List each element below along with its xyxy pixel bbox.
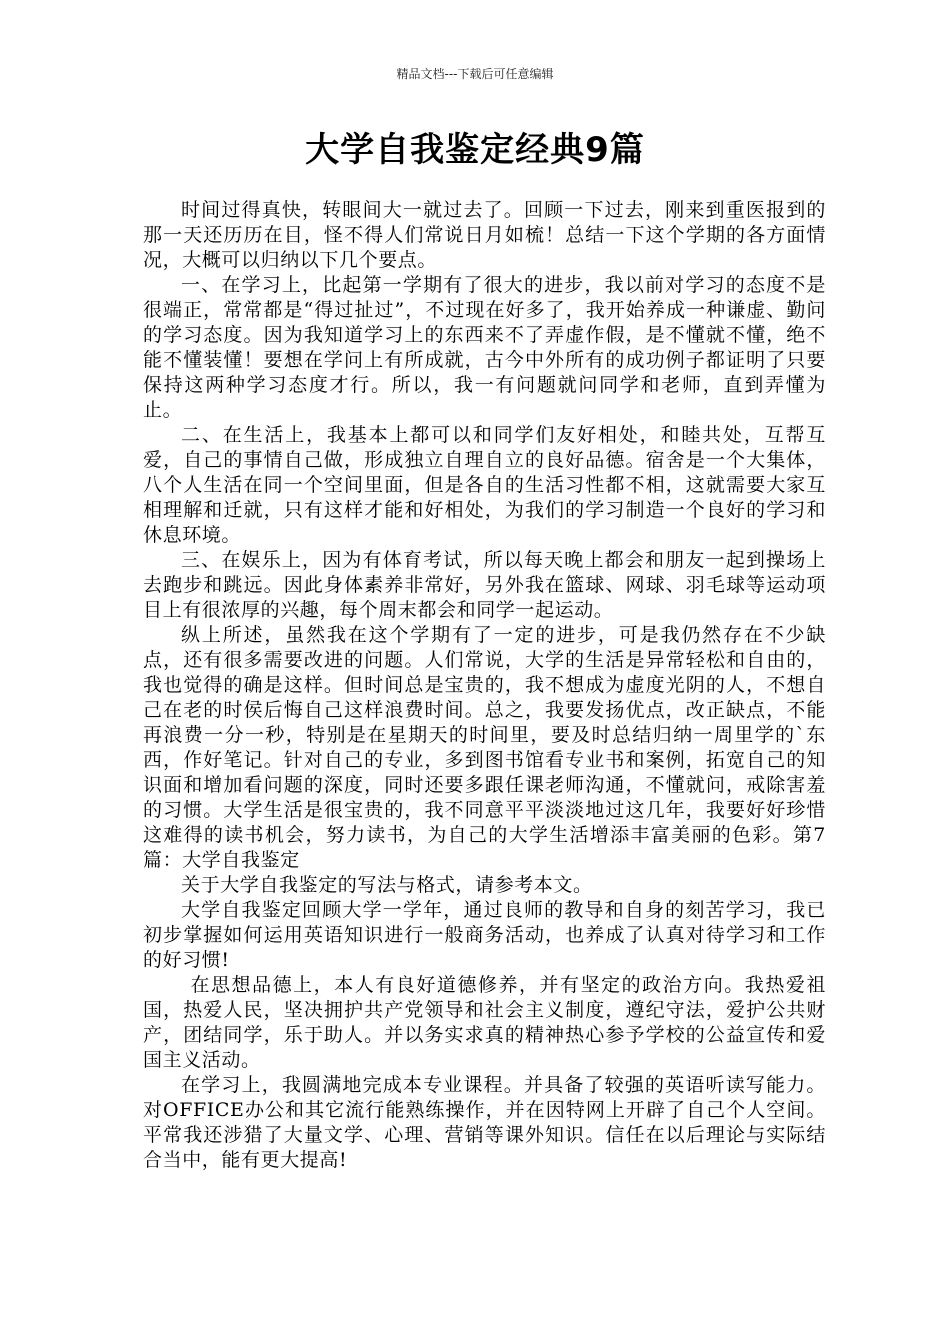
paragraph-entertainment: 三、在娱乐上，因为有体育考试，所以每天晚上都会和朋友一起到操场上去跑步和跳远。因此身体素养非常好，另外我在篮球、网球、羽毛球等运动项目上有很浓厚的兴趣，每个周末都会和同学一起运动。 [143,549,826,621]
paragraph-review: 大学自我鉴定回顾大学一学年，通过良师的教导和自身的刻苦学习，我已初步掌握如何运用英语知识进行一般商务活动，也养成了认真对待学习和工作的好习惯! [143,899,826,971]
paragraph-learning: 在学习上，我圆满地完成本专业课程。并具备了较强的英语听读写能力。对OFFICE办公和其它流行能熟练操作，并在因特网上开辟了自己个人空间。平常我还涉猎了大量文学、心理、营销等课外知识。信任在以后理论与实际结合当中，能有更大提高! [143,1074,826,1171]
paragraph-morality: 在思想品德上，本人有良好道德修养，并有坚定的政治方向。我热爱祖国，热爱人民，坚决拥护共产党领导和社会主义制度，遵纪守法，爱护公共财产，团结同学，乐于助人。并以务实求真的精神热心参予学校的公益宣传和爱国主义活动。 [143,974,826,1071]
paragraph-summary: 纵上所述，虽然我在这个学期有了一定的进步，可是我仍然存在不少缺点，还有很多需要改进的问题。人们常说，大学的生活是异常轻松和自由的，我也觉得的确是这样。但时间总是宝贵的，我不想成为虚度光阴的人，不想自己在老的时侯后悔自己这样浪费时间。总之，我要发扬优点，改正缺点，不能再浪费一分一秒，特别是在星期天的时间里，要及时总结归纳一周里学的`东西，作好笔记。针对自己的专业，多到图书馆看专业书和案例，拓宽自己的知识面和增加看问题的深度，同时还要多跟任课老师沟通，不懂就问，戒除害羞的习惯。大学生活是很宝贵的，我不同意平平淡淡地过这几年，我要好好珍惜这难得的读书机会，努力读书，为自己的大学生活增添丰富美丽的色彩。第7篇：大学自我鉴定 [143,624,826,871]
document-title: 大学自我鉴定经典9篇 [305,130,645,170]
paragraph-intro: 时间过得真快，转眼间大一就过去了。回顾一下过去，刚来到重医报到的那一天还历历在目，怪不得人们常说日月如梳！总结一下这个学期的各方面情况，大概可以归纳以下几个要点。 [143,199,826,271]
paragraph-study: 一、在学习上，比起第一学期有了很大的进步，我以前对学习的态度不是很端正，常常都是“得过扯过”，不过现在好多了，我开始养成一种谦虚、勤问的学习态度。因为我知道学习上的东西来不了弄虚作假，是不懂就不懂，绝不能不懂装懂！要想在学问上有所成就，古今中外所有的成功例子都证明了只要保持这两种学习态度才行。所以，我一有问题就问同学和老师，直到弄懂为止。 [143,274,826,421]
header-note: 精品文档---下载后可任意编辑 [396,67,554,81]
paragraph-life: 二、在生活上，我基本上都可以和同学们友好相处，和睦共处，互帮互爱，自己的事情自己做，形成独立自理自立的良好品德。宿舍是一个大集体，八个人生活在同一个空间里面，但是各自的生活习性都不相，这就需要大家互相理解和迁就，只有这样才能和好相处，为我们的学习制造一个良好的学习和休息环境。 [143,424,826,546]
document-body [143,198,826,1173]
paragraph-format-note: 关于大学自我鉴定的写法与格式，请参考本文。 [181,874,593,896]
